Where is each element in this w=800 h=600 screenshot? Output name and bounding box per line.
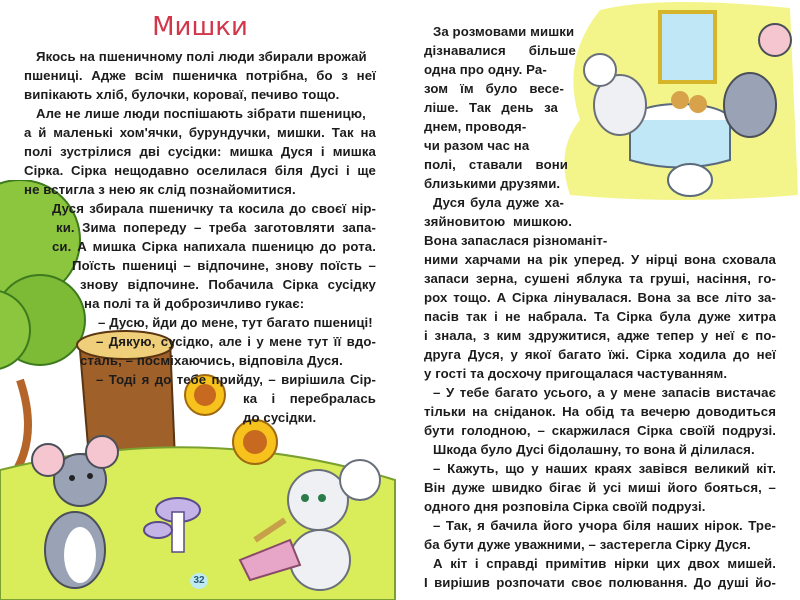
- text-line: і знала, з ким здружитися, адже тепер у неї є по-: [424, 328, 776, 343]
- text-line: А кіт і справді примітив нірки цих двох мишей.: [433, 556, 776, 571]
- text-line: ки. Зима попереду – треба заготовляти запа-: [56, 220, 376, 235]
- text-line: ба бути дуже уважними, – застерегла Сірку Дуся.: [424, 537, 751, 552]
- text-line: Але не лише люди поспішають зібрати пшеницю,: [36, 106, 366, 121]
- text-line: знову відпочине. Побачила Сірка сусідку: [80, 277, 376, 292]
- text-line: полі, ставали вони: [424, 157, 568, 172]
- grey-mouse-icon: [724, 73, 776, 137]
- tea-party-illustration: [560, 0, 800, 200]
- text-line: Дуся була дуже ха-: [433, 195, 564, 210]
- text-line: Він дуже швидко бігає й усі миші його бояться, –: [424, 480, 776, 495]
- text-line: си. А мишка Сірка напихала пшеницю до рота.: [52, 239, 376, 254]
- text-line: – Дякую, сусідко, але і у мене тут її вдо-: [96, 334, 376, 349]
- text-line: одна про одну. Ра-: [424, 62, 547, 77]
- text-line: випікають хліб, булочки, короваї, печиво тощо.: [24, 87, 340, 102]
- text-line: пшениці. Адже всім пшеничка потрібна, бо з неї: [24, 68, 376, 83]
- text-line: запаси зерна, сушені яблука та груші, насіння, го-: [424, 271, 776, 286]
- text-line: ними харчами на рік уперед. У нірці вона сховала: [424, 252, 776, 267]
- text-line: не встигла з нею як слід познайомитися.: [24, 182, 296, 197]
- text-line: чи разом час на: [424, 138, 530, 153]
- text-line: – Кажуть, що у наших краях завівся великий кіт.: [433, 461, 776, 476]
- text-line: бути голодною, – скаржилася Сірка своїй подрузі.: [424, 423, 776, 438]
- text-line: – Дусю, йди до мене, тут багато пшениці!: [98, 315, 373, 330]
- window-icon: [660, 12, 715, 82]
- text-line: сталь, – посміхаючись, відповіла Дуся.: [80, 353, 343, 368]
- text-line: дізнавалися більше: [424, 43, 576, 58]
- text-line: Якось на пшеничному полі люди збирали врожай: [36, 49, 367, 64]
- text-line: близькими друзями.: [424, 176, 561, 191]
- text-line: Поїсть пшениці – відпочине, знову поїсть –: [72, 258, 376, 273]
- page-number: 32: [190, 573, 208, 589]
- text-line: ліше. Так день за: [424, 100, 558, 115]
- text-line: у гості та досхочу пригощалася частуванням.: [424, 366, 728, 381]
- story-title: Мишки: [152, 12, 248, 42]
- text-line: Шкода було Дусі бідолашну, то вона й ділилася.: [433, 442, 755, 457]
- text-line: ка і перебралась: [243, 391, 376, 406]
- text-line: – Так, я бачила його учора біля наших нірок. Тре-: [433, 518, 776, 533]
- text-line: днем, проводя-: [424, 119, 527, 134]
- text-line: Сірка. Сірка нещодавно оселилася біля Дусі і ще: [24, 163, 376, 178]
- text-line: – У тебе багато усього, а у мене запасів вистачає: [433, 385, 776, 400]
- text-line: а й маленькі хом'ячки, бурундучки, мишки. Так на: [24, 125, 376, 140]
- text-line: друга Дуся, у якої багато їжі. Сірка ходила до неї: [424, 347, 776, 362]
- text-line: до сусідки.: [243, 410, 317, 425]
- text-line: полі зустрілися дві сусідки: мишка Дуся і мишка: [24, 144, 376, 159]
- text-line: зом їм було весе-: [424, 81, 564, 96]
- text-line: рох тощо. А Сірка лінувалася. Вона за все літо за-: [424, 290, 776, 305]
- teapot-icon: [668, 164, 712, 196]
- text-line: І вирішив розпочати своє полювання. До душі йо-: [424, 575, 776, 590]
- text-line: одного дня розповіла Сірка своїй подрузі.: [424, 499, 706, 514]
- text-line: – Тоді я до тебе прийду, – вирішила Сір-: [96, 372, 376, 387]
- text-line: на полі та й доброзичливо гукає:: [84, 296, 305, 311]
- text-line: зяйновитою мишкою.: [424, 214, 572, 229]
- text-line: Вона запаслася різноманіт-: [424, 233, 608, 248]
- right-page: [400, 0, 800, 600]
- text-line: тільки на сніданок. На обід та вечерю доводиться: [424, 404, 776, 419]
- text-line: пасів так і не набрала. Та Сірка була дуже хитра: [424, 309, 776, 324]
- text-line: Дуся збирала пшеничку та косила до своєї нір-: [52, 201, 376, 216]
- muffin-icon: [671, 91, 689, 109]
- text-line: За розмовами мишки: [433, 24, 575, 39]
